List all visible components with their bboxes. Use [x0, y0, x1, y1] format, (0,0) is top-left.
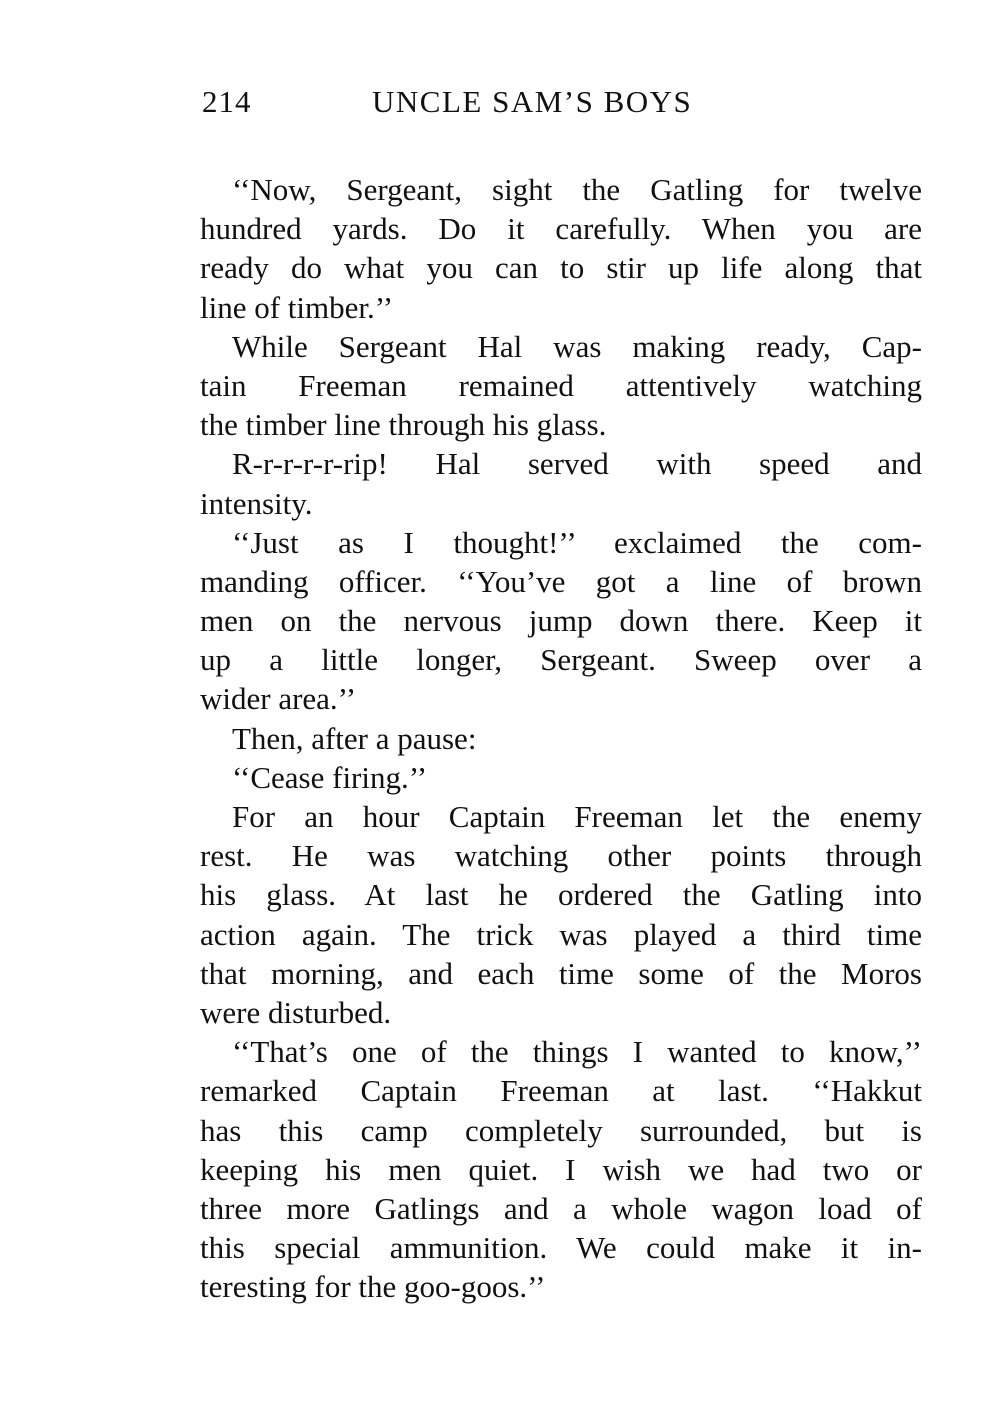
text-line: men on the nervous jump down there. Keep it: [200, 603, 922, 639]
text-line: remarked Captain Freeman at last. ‘‘Hakkut: [200, 1073, 922, 1109]
text-line: line of timber.’’: [200, 289, 394, 325]
text-line: ‘‘That’s one of the things I wanted to know,’’: [232, 1034, 922, 1070]
text-line: ready do what you can to stir up life along that: [200, 250, 922, 286]
text-line: wider area.’’: [200, 681, 357, 717]
text-line: ‘‘Just as I thought!’’ exclaimed the com-: [232, 524, 922, 560]
text-line: action again. The trick was played a third time: [200, 916, 922, 952]
text-line: While Sergeant Hal was making ready, Cap-: [232, 328, 922, 364]
running-title: UNCLE SAM’S BOYS: [372, 84, 693, 119]
text-line: For an hour Captain Freeman let the enemy: [232, 799, 922, 834]
text-line: tain Freeman remained attentively watching: [200, 367, 922, 403]
text-line: this special ammunition. We could make it in-: [200, 1230, 922, 1266]
text-line: ‘‘Now, Sergeant, sight the Gatling for twelve: [232, 172, 922, 207]
text-line: the timber line through his glass.: [200, 407, 607, 443]
text-line: hundred yards. Do it carefully. When you are: [200, 211, 922, 247]
text-line: keeping his men quiet. I wish we had two or: [200, 1151, 922, 1187]
text-line: teresting for the goo-goos.’’: [200, 1269, 546, 1305]
text-line: Then, after a pause:: [232, 720, 477, 756]
text-line: intensity.: [200, 485, 313, 521]
text-line: were disturbed.: [200, 994, 392, 1030]
text-line: his glass. At last he ordered the Gatling into: [200, 877, 922, 913]
text-line: rest. He was watching other points through: [200, 838, 922, 874]
text-line: up a little longer, Sergeant. Sweep over a: [200, 642, 922, 678]
text-line: R-r-r-r-r-rip! Hal served with speed and: [232, 446, 922, 482]
text-line: has this camp completely surrounded, but is: [200, 1112, 922, 1148]
page-number: 214: [202, 84, 252, 119]
page-header: [202, 84, 922, 132]
text-line: manding officer. ‘‘You’ve got a line of brown: [200, 563, 922, 599]
body-text: [200, 170, 922, 1306]
text-line: that morning, and each time some of the Moros: [200, 955, 922, 991]
text-line: ‘‘Cease firing.’’: [232, 759, 428, 795]
text-line: three more Gatlings and a whole wagon load of: [200, 1190, 922, 1226]
